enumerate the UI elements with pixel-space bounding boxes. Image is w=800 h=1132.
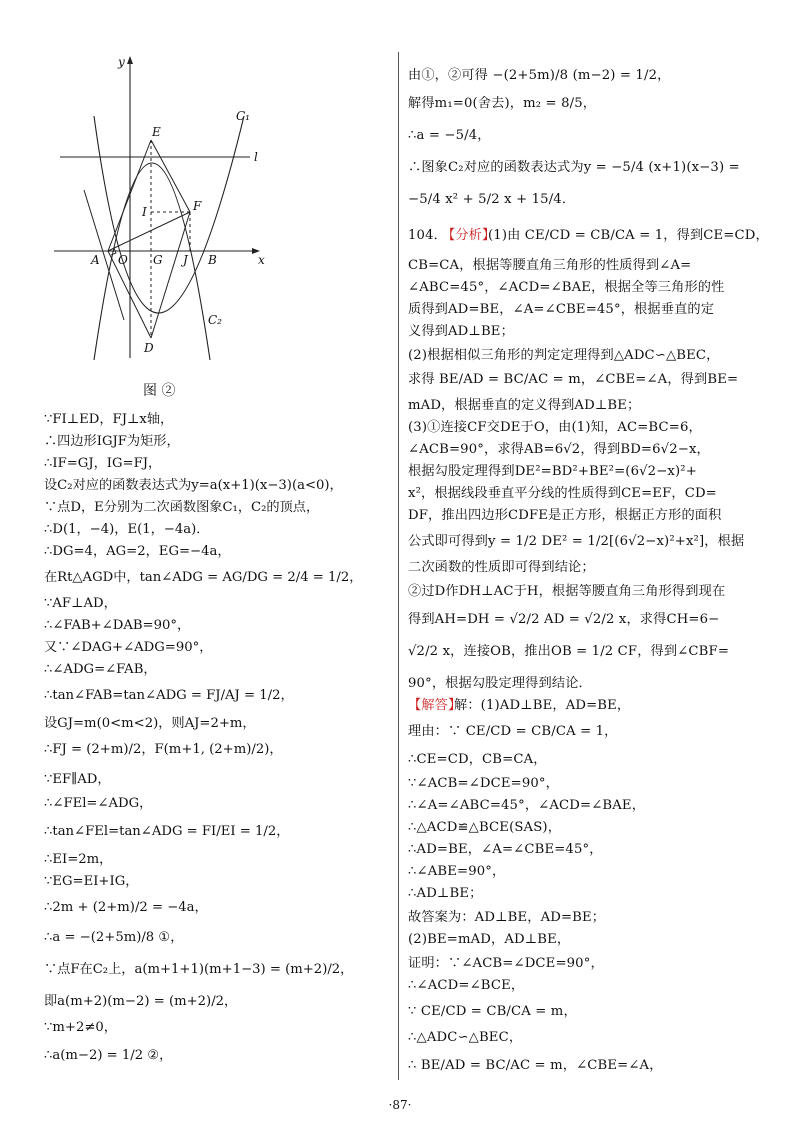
right-line: −5/4 x² + 5/2 x + 15/4．: [408, 192, 576, 207]
left-line: ∵点F在C₂上，a(m+1+1)(m+1−3) = (m+2)/2，: [44, 962, 354, 977]
right-line: ∴∠ABE=90°，: [408, 864, 506, 879]
curve-c1: [94, 116, 244, 313]
left-line: ∴a = −(2+5m)/8 ①，: [44, 930, 184, 945]
left-line: ∵EF∥AD，: [44, 772, 111, 787]
right-line: 求得 BE/AD = BC/AC = m，∠CBE=∠A，得到BE=: [408, 372, 739, 387]
curve-c2: [94, 163, 210, 360]
right-line: (2)BE=mAD，AD⊥BE，: [408, 932, 571, 947]
left-line: ∵m+2≠0，: [44, 1020, 117, 1035]
right-line: ∵∠ACB=∠DCE=90°，: [408, 776, 559, 791]
right-line: ∵ CE/CD = CB/CA = m，: [408, 1004, 577, 1019]
section-tag: 【解答】: [408, 698, 462, 713]
left-line: 设GJ=m(0<m<2)，则AJ=2+m，: [44, 716, 256, 731]
left-line: ∴EI=2m，: [44, 852, 113, 867]
right-line: 证明：∵∠ACB=∠DCE=90°，: [408, 956, 604, 971]
right-line: √2/2 x，连接OB，推出OB = 1/2 CF，得到∠CBF=: [408, 644, 730, 659]
left-line: ∴D(1，−4)，E(1，−4a)．: [44, 522, 210, 537]
right-line: CB=CA，根据等腰直角三角形的性质得到∠A=: [408, 258, 692, 273]
label-c2: C₂: [208, 313, 222, 327]
right-line: 二次函数的性质即可得到结论；: [408, 560, 595, 575]
right-line: (2)根据相似三角形的判定定理得到△ADC∽△BEC，: [408, 348, 720, 363]
label-d: D: [144, 341, 154, 355]
right-line: 质得到AD=BE，∠A=∠CBE=45°，根据垂直的定: [408, 302, 715, 317]
right-line: 公式即可得到y = 1/2 DE² = 1/2[(6√2−x)²+x²]，根据: [408, 534, 745, 549]
segment-fd: [151, 212, 190, 338]
left-line: ∴∠FEl=∠ADG，: [44, 796, 153, 811]
right-line: 由①，②可得 −(2+5m)/8 (m−2) = 1/2，: [408, 68, 671, 83]
label-y: y: [118, 55, 125, 69]
left-line: ∴tan∠FEl=tan∠ADG = FI/EI = 1/2，: [44, 824, 290, 839]
label-a: A: [91, 253, 100, 267]
label-e: E: [152, 125, 161, 139]
label-g: G: [153, 253, 163, 267]
right-line: ∠ACB=90°，求得AB=6√2，得到BD=6√2−x，: [408, 442, 710, 457]
left-line: 在Rt△AGD中，tan∠ADG = AG/DG = 2/4 = 1/2，: [44, 570, 363, 585]
right-line: 故答案为：AD⊥BE，AD=BE；: [408, 910, 606, 925]
right-line: ∴∠A=∠ABC=45°，∠ACD=∠BAE，: [408, 798, 646, 813]
page-number: ·87·: [388, 1098, 412, 1112]
right-line: (3)①连接CF交DE于O，由(1)知，AC=BC=6，: [408, 420, 702, 435]
label-c1: C₁: [236, 109, 250, 123]
right-line: 90°，根据勾股定理得到结论．: [408, 676, 592, 691]
left-line: ∴tan∠FAB=tan∠ADG = FJ/AJ = 1/2，: [44, 688, 294, 703]
label-b: B: [208, 253, 217, 267]
right-line: ∠ABC=45°，∠ACD=∠BAE，根据全等三角形的性: [408, 280, 725, 295]
right-line: 104．: [408, 228, 447, 243]
left-line: 又∵∠DAG+∠ADG=90°，: [44, 640, 213, 655]
column-divider: [398, 52, 399, 1080]
right-line: ∴CE=CD，CB=CA，: [408, 752, 547, 767]
right-line: 得到AH=DH = √2/2 AD = √2/2 x，求得CH=6−: [408, 612, 720, 627]
left-line: ∵EG=EI+IG，: [44, 874, 139, 889]
right-line: (1)由 CE/CD = CB/CA = 1，得到CE=CD，: [488, 228, 769, 243]
segment-af: [108, 212, 190, 251]
right-line: ∴ BE/AD = BC/AC = m，∠CBE=∠A，: [408, 1058, 663, 1073]
label-o: O: [118, 253, 128, 267]
label-l: l: [254, 150, 258, 164]
left-line: ∴∠FAB+∠DAB=90°，: [44, 618, 191, 633]
left-line: 即a(m+2)(m−2) = (m+2)/2，: [44, 994, 238, 1009]
right-line: ∴图象C₂对应的函数表达式为y = −5/4 (x+1)(x−3) =: [408, 160, 740, 175]
label-f: F: [193, 199, 202, 213]
right-line: ∴△ACD≌△BCE(SAS)，: [408, 820, 562, 835]
right-line: ∴AD⊥BE；: [408, 886, 483, 901]
right-line: x²，根据线段垂直平分线的性质得到CE=EF，CD=: [408, 486, 717, 501]
right-line: ∴∠ACD=∠BCE，: [408, 978, 525, 993]
left-line: 设C₂对应的函数表达式为y=a(x+1)(x−3)(a<0)，: [44, 478, 343, 493]
left-line: ∴DG=4，AG=2，EG=−4a，: [44, 544, 231, 559]
right-line: ∴a = −5/4，: [408, 128, 491, 143]
label-j: J: [183, 253, 188, 267]
left-line: ∵点D，E分别为二次函数图象C₁，C₂的顶点，: [44, 500, 320, 515]
figure-caption: 图 ②: [143, 383, 176, 399]
right-line: 理由：∵ CE/CD = CB/CA = 1，: [408, 724, 618, 739]
left-line: ∴∠ADG=∠FAB，: [44, 662, 157, 677]
left-line: ∴2m + (2+m)/2 = −4a，: [44, 900, 208, 915]
right-line: ∴△ADC∽△BEC，: [408, 1030, 523, 1045]
left-line: ∴FJ = (2+m)/2，F(m+1, (2+m)/2)，: [44, 742, 283, 757]
right-line: 解：(1)AD⊥BE，AD=BE，: [454, 698, 631, 713]
right-line: DF，推出四边形CDFE是正方形，根据正方形的面积: [408, 508, 722, 523]
section-tag: 【分析】: [442, 228, 496, 243]
right-line: ②过D作DH⊥AC于H，根据等腰直角三角形得到现在: [408, 584, 726, 599]
left-line: ∴a(m−2) = 1/2 ②，: [44, 1048, 173, 1063]
left-line: ∵FI⊥ED，FJ⊥x轴，: [44, 412, 174, 427]
left-line: ∴四边形IGJF为矩形，: [44, 434, 180, 449]
right-line: 解得m₁=0(舍去)，m₂ = 8/5，: [408, 96, 597, 111]
left-line: ∴IF=GJ，IG=FJ，: [44, 456, 162, 471]
right-line: 根据勾股定理得到DE²=BD²+BE²=(6√2−x)²+: [408, 464, 697, 479]
label-i: I: [142, 205, 147, 219]
right-line: mAD，根据垂直的定义得到AD⊥BE；: [408, 398, 641, 413]
right-line: ∴AD=BE，∠A=∠CBE=45°，: [408, 842, 603, 857]
parabola-figure: [44, 50, 284, 370]
left-line: ∵AF⊥AD，: [44, 596, 117, 611]
segment-ef: [151, 140, 190, 212]
label-x: x: [258, 253, 265, 267]
right-line: 义得到AD⊥BE；: [408, 324, 514, 339]
